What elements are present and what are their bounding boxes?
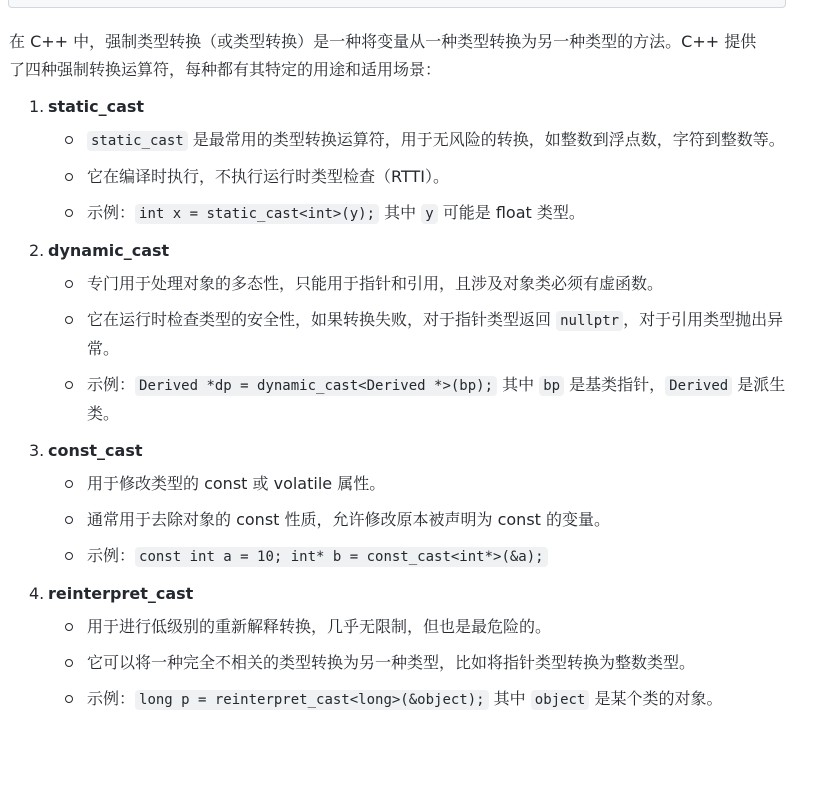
- bullet-text: 其中: [488, 689, 531, 708]
- section-name: const_cast: [48, 441, 143, 460]
- bullet-text: 示例：: [87, 203, 136, 222]
- bullet-text: 它可以将一种完全不相关的类型转换为另一种类型，比如将指针类型转换为整数类型。: [87, 653, 696, 672]
- bullet-text: 示例：: [87, 546, 136, 565]
- bullet-text: 可能是 float 类型。: [437, 203, 585, 222]
- intro-line-2: 了四种强制转换运算符，每种都有其特定的用途和适用场景：: [9, 60, 442, 79]
- bullet-text: 它在运行时检查类型的安全性，如果转换失败，对于指针类型返回: [87, 310, 557, 329]
- section-title: [29, 238, 789, 264]
- bullet-item: [29, 649, 789, 677]
- section-number: 1.: [29, 97, 45, 116]
- bullet-text: 其中: [379, 203, 422, 222]
- hollow-circle-bullet-icon: [65, 480, 73, 488]
- bullet-item: [29, 542, 789, 571]
- hollow-circle-bullet-icon: [65, 659, 73, 667]
- hollow-circle-bullet-icon: [65, 695, 73, 703]
- bullet-text: 其中: [497, 375, 540, 394]
- cast-section: [29, 238, 789, 428]
- bullet-text: 是最常用的类型转换运算符，用于无风险的转换，如整数到浮点数，字符到整数等。: [187, 130, 785, 149]
- inline-code: Derived *dp = dynamic_cast<Derived *>(bp);: [135, 376, 497, 396]
- hollow-circle-bullet-icon: [65, 209, 73, 217]
- bullet-text: 用于修改类型的 const 或 volatile 属性。: [87, 474, 386, 493]
- previous-code-block-edge: [8, 0, 786, 8]
- bullet-item: [29, 371, 789, 428]
- bullet-text: ，对于引用类型抛出异常。: [87, 310, 784, 358]
- hollow-circle-bullet-icon: [65, 136, 73, 144]
- inline-code: static_cast: [87, 131, 188, 151]
- bullet-item: [29, 306, 789, 363]
- inline-code: bp: [539, 376, 564, 396]
- cast-section: [29, 94, 789, 228]
- cast-operator-list: [9, 94, 789, 714]
- section-name: dynamic_cast: [48, 241, 170, 260]
- bullet-text: 用于进行低级别的重新解释转换，几乎无限制，但也是最危险的。: [87, 617, 552, 636]
- inline-code: object: [531, 690, 590, 710]
- inline-code: y: [421, 204, 437, 224]
- hollow-circle-bullet-icon: [65, 173, 73, 181]
- cast-section: [29, 581, 789, 714]
- inline-code: Derived: [665, 376, 732, 396]
- bullet-list: [29, 270, 789, 428]
- bullet-item: [29, 613, 789, 641]
- bullet-item: [29, 126, 789, 155]
- bullet-list: [29, 470, 789, 571]
- hollow-circle-bullet-icon: [65, 552, 73, 560]
- bullet-item: [29, 163, 789, 191]
- hollow-circle-bullet-icon: [65, 516, 73, 524]
- section-title: [29, 438, 789, 464]
- bullet-text: 示例：: [87, 375, 136, 394]
- bullet-text: 专门用于处理对象的多态性，只能用于指针和引用，且涉及对象类必须有虚函数。: [87, 274, 664, 293]
- bullet-text: 是基类指针，: [564, 375, 666, 394]
- hollow-circle-bullet-icon: [65, 623, 73, 631]
- answer-content: [9, 28, 789, 722]
- bullet-item: [29, 685, 789, 714]
- inline-code: const int a = 10; int* b = const_cast<int*>(&a);: [135, 547, 548, 567]
- section-name: static_cast: [48, 97, 145, 116]
- section-number: 3.: [29, 441, 45, 460]
- bullet-text: 通常用于去除对象的 const 性质，允许修改原本被声明为 const 的变量。: [87, 510, 611, 529]
- bullet-text: 示例：: [87, 689, 136, 708]
- hollow-circle-bullet-icon: [65, 381, 73, 389]
- bullet-text: 是派生类。: [87, 375, 786, 423]
- inline-code: long p = reinterpret_cast<long>(&object);: [135, 690, 489, 710]
- bullet-item: [29, 199, 789, 228]
- bullet-item: [29, 506, 789, 534]
- section-number: 4.: [29, 584, 45, 603]
- section-name: reinterpret_cast: [48, 584, 194, 603]
- bullet-text: 是某个类的对象。: [589, 689, 723, 708]
- hollow-circle-bullet-icon: [65, 280, 73, 288]
- intro-paragraph: [9, 28, 789, 84]
- inline-code: int x = static_cast<int>(y);: [135, 204, 379, 224]
- bullet-list: [29, 126, 789, 228]
- cast-section: [29, 438, 789, 571]
- section-number: 2.: [29, 241, 45, 260]
- section-title: [29, 581, 789, 607]
- section-title: [29, 94, 789, 120]
- bullet-text: 它在编译时执行，不执行运行时类型检查（RTTI）。: [87, 167, 449, 186]
- hollow-circle-bullet-icon: [65, 316, 73, 324]
- bullet-list: [29, 613, 789, 714]
- inline-code: nullptr: [556, 311, 623, 331]
- bullet-item: [29, 270, 789, 298]
- intro-line-1: 在 C++ 中，强制类型转换（或类型转换）是一种将变量从一种类型转换为另一种类型的方法。C++ 提供: [9, 32, 757, 51]
- bullet-item: [29, 470, 789, 498]
